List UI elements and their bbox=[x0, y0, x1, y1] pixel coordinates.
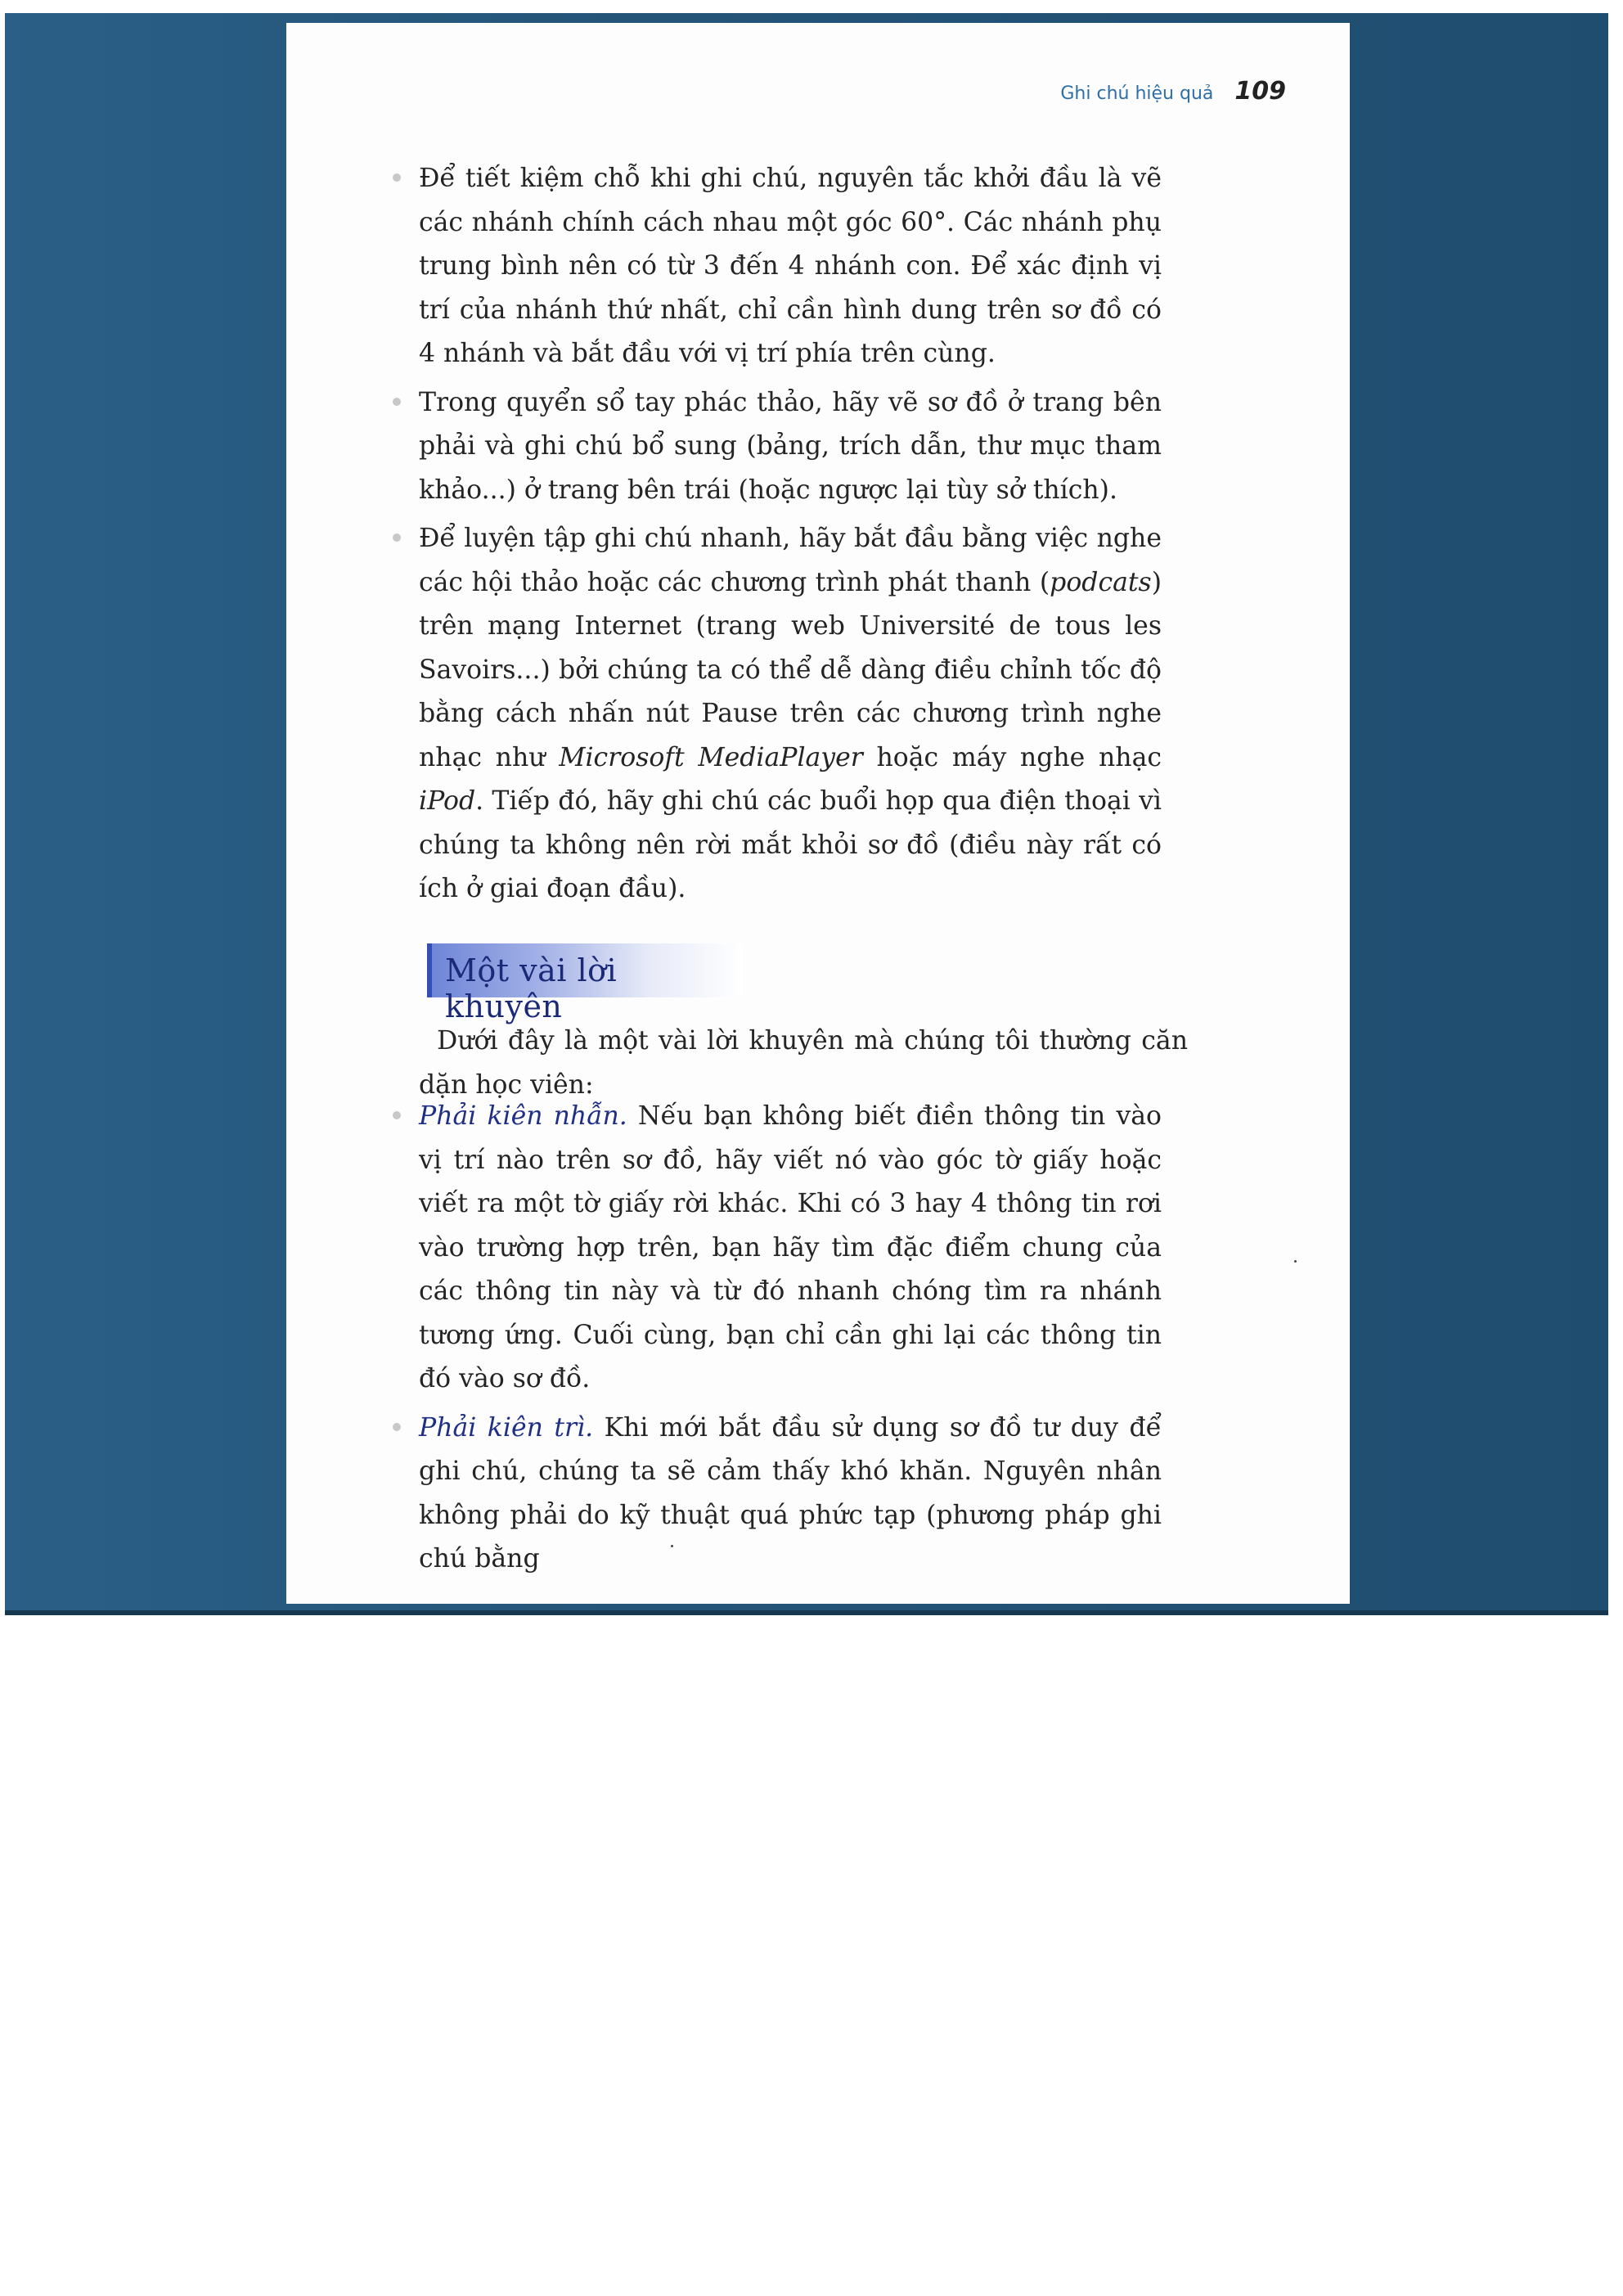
section-intro: Dưới đây là một vài lời khuyên mà chúng tôi thường căn dặn học viên: bbox=[419, 1026, 1188, 1100]
scan-speck bbox=[1294, 1260, 1297, 1263]
page-number: 109 bbox=[1234, 77, 1286, 106]
bullet-icon bbox=[393, 533, 401, 542]
podcasts-term: podcats bbox=[1050, 567, 1152, 597]
list-item-text-part: . Tiếp đó, hãy ghi chú các buổi họp qua điện thoại vì chúng ta không nên rời mắt khỏi sơ đồ (điều này rất có ích ở giai đoạn đầu). bbox=[419, 786, 1162, 903]
bullet-list-bottom bbox=[393, 1095, 1162, 1587]
bullet-list-top bbox=[393, 157, 1162, 916]
list-item bbox=[393, 381, 1162, 513]
list-item bbox=[393, 1407, 1162, 1582]
running-header bbox=[1060, 77, 1286, 106]
list-item-text: Để tiết kiệm chỗ khi ghi chú, nguyên tắc khởi đầu là vẽ các nhánh chính cách nhau một góc 60°. Các nhánh phụ trung bình nên có từ 3 đến 4 nhánh con. Để xác định vị trí của nhánh thứ nhất, chỉ cần hình dung trên sơ đồ có 4 nhánh và bắt đầu với vị trí phía trên cùng. bbox=[419, 164, 1162, 368]
bullet-icon bbox=[393, 398, 401, 406]
list-item bbox=[393, 1095, 1162, 1402]
list-item-text-part: hoặc máy nghe nhạc bbox=[862, 742, 1162, 772]
scan-speck bbox=[671, 1545, 673, 1547]
book-page bbox=[286, 23, 1350, 1604]
mediaplayer-term: Microsoft MediaPlayer bbox=[559, 742, 863, 772]
list-item-text: Trong quyển sổ tay phác thảo, hãy vẽ sơ đồ ở trang bên phải và ghi chú bổ sung (bảng, trích dẫn, thư mục tham khảo...) ở trang bên trái (hoặc ngược lại tùy sở thích). bbox=[419, 387, 1162, 505]
list-item-text-part: ) trên mạng Internet (trang web Université de tous les Savoirs...) bởi chúng ta có thể dễ dàng điều chỉnh tốc độ bằng cách nhấn nút Pause trên các chương trình nghe nhạc như bbox=[419, 567, 1162, 772]
list-item bbox=[393, 157, 1162, 376]
bullet-icon bbox=[393, 173, 401, 182]
ipod-term: iPod bbox=[419, 786, 476, 816]
bullet-icon bbox=[393, 1423, 401, 1431]
list-item-text-part: Để luyện tập ghi chú nhanh, hãy bắt đầu bằng việc nghe các hội thảo hoặc các chương trình phát thanh ( bbox=[419, 524, 1162, 597]
list-item-text: Nếu bạn không biết điền thông tin vào vị trí nào trên sơ đồ, hãy viết nó vào góc tờ giấy hoặc viết ra một tờ giấy rời khác. Khi có 3 hay 4 thông tin rơi vào trường hợp trên, bạn hãy tìm đặc điểm chung của các thông tin này và từ đó nhanh chóng tìm ra nhánh tương ứng. Cuối cùng, bạn chỉ cần ghi lại các thông tin đó vào sơ đồ. bbox=[419, 1101, 1162, 1393]
section-heading-band bbox=[427, 943, 743, 1024]
running-title: Ghi chú hiệu quả bbox=[1060, 83, 1214, 104]
section-heading: Một vài lời khuyên bbox=[445, 952, 618, 1024]
tip-lead: Phải kiên nhẫn. bbox=[419, 1101, 627, 1131]
list-item-text: Khi mới bắt đầu sử dụng sơ đồ tư duy để ghi chú, chúng ta sẽ cảm thấy khó khăn. Nguyên nhân không phải do kỹ thuật quá phức tạp (phương pháp ghi chú bằng bbox=[419, 1412, 1162, 1573]
bullet-icon bbox=[393, 1111, 401, 1119]
list-item bbox=[393, 517, 1162, 912]
scan-edge bbox=[5, 1610, 1608, 1615]
tip-lead: Phải kiên trì. bbox=[419, 1412, 594, 1443]
